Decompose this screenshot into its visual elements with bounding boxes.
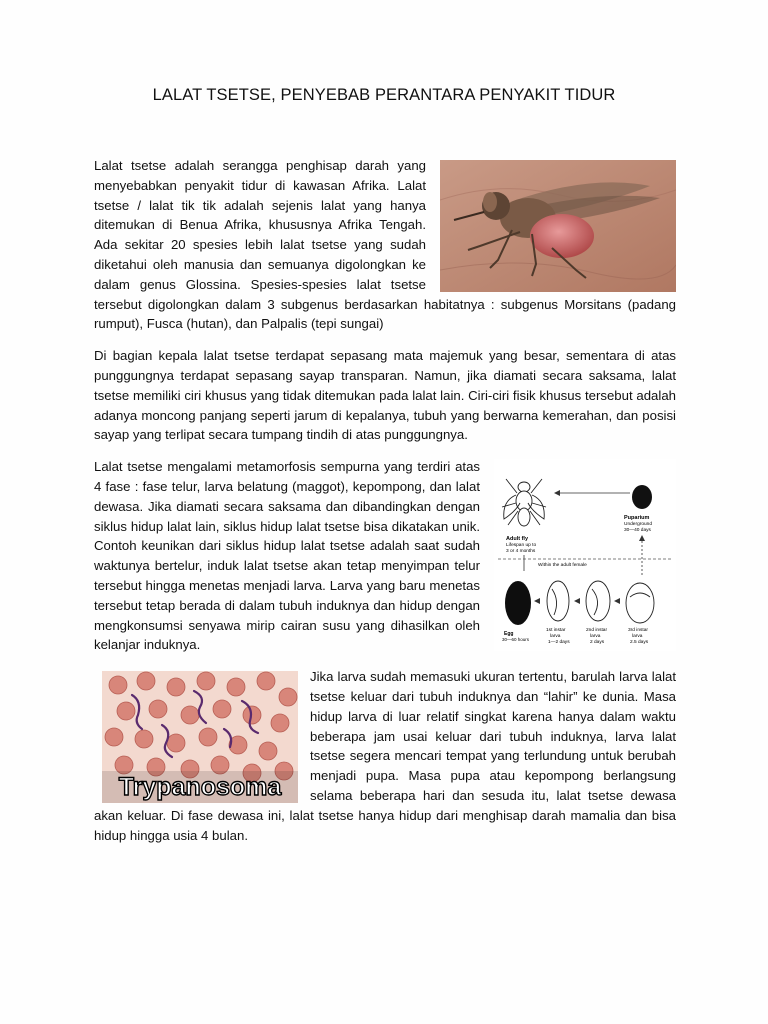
label-larva-1b: larva [550, 634, 561, 640]
tsetse-fly-photo [440, 160, 676, 292]
label-adult-lifespan-2: 3 or 4 months [506, 549, 536, 555]
label-larva-3: 3rd instar [628, 628, 648, 634]
label-puparium-sub: Underground [624, 522, 653, 528]
larva-1-icon [547, 581, 569, 621]
trypanosoma-micrograph [102, 671, 298, 803]
document-title: LALAT TSETSE, PENYEBAB PERANTARA PENYAKIT TIDUR [152, 86, 616, 104]
document-body [94, 156, 676, 857]
paragraph-3: Lalat tsetse mengalami metamorfosis sempurna yang terdiri atas 4 fase : fase telur, larva belatung (maggot), kepompong, dan lalat dewasa. Jika diamati secara saksama dan dibandingkan dengan siklus hidup lalat lain, siklus hidup lalat tsetse bisa dikatakan unik. Contoh keunikan dari siklus hidup lalat tsetse adalah saat sudah waktunya bertelur, induk lalat tsetse akan tetap menyimpan telur tersebut hingga menetas menjadi larva. Larva yang baru menetas tersebut tetap berada di dalam tubuh induknya dan hidup dengan mengkonsumsi senyawa mirip cairan susu yang dihasilkan oleh kelanjar induknya. [94, 459, 480, 653]
label-egg: Egg [504, 631, 514, 638]
paragraph-1: Lalat tsetse adalah serangga penghisap darah yang menyebabkan penyakit tidur di kawasan Afrika. Lalat tsetse / lalat tik tik adalah sejenis lalat yang hanya ditemukan di Benua Afrika, khususnya Afrika Tengah. Ada sekitar 20 spesies lebih lalat tsetse yang sudah diketahui oleh manusia dan semuanya digolongkan ke dalam genus Glossina. Spesies-spesies lalat tsetse tersebut digolongkan dalam 3 subgenus berdasarkan habitatnya : subgenus Morsitans (padang rumput), Fusca (hutan), dan Palpalis (tepi sungai) [94, 158, 676, 332]
label-larva-2b: larva [590, 634, 601, 640]
label-larva-3-days: 2.5 days [630, 640, 649, 646]
label-puparium: Puparium [624, 515, 650, 522]
label-larva-2: 2nd instar [586, 628, 608, 634]
label-adult-lifespan: Lifespan up to [506, 543, 537, 549]
label-larva-1: 1st instar [546, 628, 566, 634]
label-egg-hours: 30—60 hours [502, 637, 530, 643]
egg-icon [505, 581, 531, 625]
larva-3-icon [626, 583, 654, 623]
larva-2-icon [586, 581, 610, 621]
trypanosoma-label: Trypanosoma [118, 773, 282, 802]
lifecycle-diagram [494, 459, 676, 651]
label-adult-fly: Adult fly [506, 536, 528, 543]
paragraph-2: Di bagian kepala lalat tsetse terdapat sepasang mata majemuk yang besar, sementara di atas punggungnya terdapat sepasang sayap transparan. Namun, jika diamati secara saksama, lalat tsetse memiliki ciri khusus yang tidak ditemukan pada lalat lain. Ciri-ciri fisik khusus tersebut adalah adanya moncong panjang seperti jarum di kepalanya, tubuh yang berwarna kemerahan, dan posisi sayap yang terlipat secara tumpang tindih di atas punggungnya. [94, 348, 676, 443]
label-larva-3b: larva [632, 634, 643, 640]
puparium-icon [632, 485, 652, 509]
label-within-female: Within the adult female [538, 563, 587, 569]
paragraph-4: Jika larva sudah memasuki ukuran tertentu, barulah larva lalat tsetse keluar dari tubuh induknya dan “lahir” ke dunia. Masa hidup larva di luar relatif singkat karena hanya dalam waktu beberapa jam usai keluar dari tubuh induknya, larva lalat tsetse segera mencari tempat yang terlundung untuk berubah menjadi pupa. Masa pupa atau kepompong berlangsung selama beberapa hari dan sesuda itu, lalat tsetse dewasa akan keluar. Di fase dewasa ini, lalat tsetse hanya hidup dari menghisap darah mamalia dan bisa hidup hingga usia 4 bulan. [94, 669, 676, 843]
label-larva-1-days: 1—2 days [548, 640, 570, 646]
label-larva-2-days: 2 days [590, 640, 605, 646]
label-puparium-days: 30—40 days [624, 528, 651, 534]
